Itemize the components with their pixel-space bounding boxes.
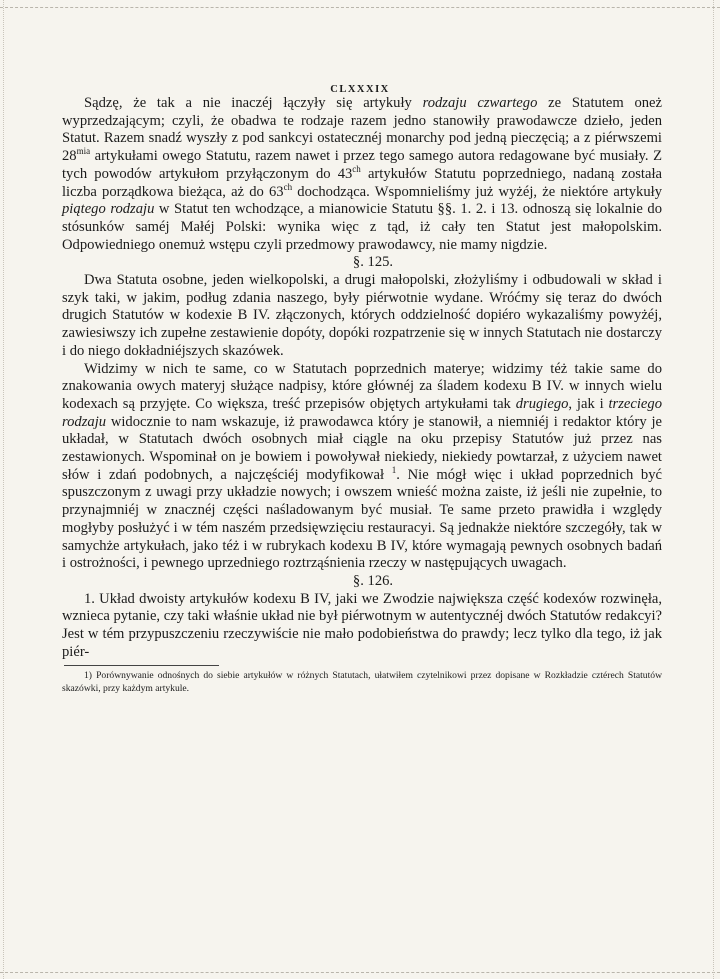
text-run: 1. Układ dwoisty artykułów kodexu B IV, jaki we Zwodzie największa część kodexów rozwinęła, wznieca pytanie, czy taki właśnie układ nie był piérwotnym w autentycznéj dwóch Statutów redakcyi? Jest w tém przypuszczeniu rzeczywiście nie mało podobieństwa do prawdy; lecz tylko dla tego, iż jak piér- <box>62 590 662 660</box>
text-run: , jak i <box>568 395 609 412</box>
scan-edge-right <box>713 0 714 979</box>
scan-edge-bottom <box>0 972 720 973</box>
superscript: 1 <box>391 464 397 475</box>
footnote-marker: 1) <box>84 669 92 681</box>
text-run: Sądzę, że tak a nie inaczéj łączyły się artykuły <box>84 95 423 111</box>
section-heading <box>62 254 662 272</box>
text-run: ze Statutem oneż wyprzedzającym; czyli, że obadwa te rodzaje razem jedno stanowiły prawodawcze dzieło, jeden Statut. Razem snadź wyszły z pod sankcyi ostatecznéj monarchy pod jedną pieczęcią; a z piérwszemi 28 <box>62 95 662 165</box>
italic-text: rodzaju czwartego <box>422 95 538 111</box>
italic-text: piątego rodzaju <box>62 201 155 218</box>
superscript: ch <box>283 181 293 192</box>
text-run: Widzimy w nich te same, co w Statutach poprzednich materye; widzimy téż takie same do znakowania owych materyj służące nadpisy, które głównéj za śladem kodexu B IV. w innych wielu kodexach są przyjęte. Co większa, treść przepisów objętych artykułami tak <box>62 360 662 412</box>
text-run: §. 125. <box>352 254 394 271</box>
paragraph <box>62 361 662 573</box>
text-run: dochodząca. Wspomnieliśmy już wyżéj, że niektóre artykuły <box>292 183 662 200</box>
superscript: ch <box>352 163 361 174</box>
superscript: mia <box>76 146 91 157</box>
scan-edge-left <box>3 0 4 979</box>
paragraph <box>62 591 662 662</box>
text-run: w Statut ten wchodzące, a mianowicie Statutu §§. 1. 2. i 13. odnoszą się lokalnie do stósunków saméj Małéj Polski: wynika więc z tąd, iż cały ten Statut jest małopolskim. Odpowiedniego onemuż wstępu czyli przedmowy prawodawcy, nie mamy nigdzie. <box>62 201 662 253</box>
text-run: . Nie mógł więc i układ poprzednich być spuszczonym z uwagi przy układzie nowych; i owszem wnieść można zaiste, iż jeśli nie zupełnie, to przynajmniéj w znacznéj części naśladowanym być musiał. Te same przeto prawidła i względy mogłyby posłużyć i w tém naszém przedsięwzięciu restauracyi. Są jednakże niektóre szczegóły, tak w samychże artykułach, jako téż i w rubrykach kodexu B IV, które wymagają pewnych osobnych badań i ostrożności, i pewnego uprzedniego roztrząśnienia rzeczy w następujących uwagach. <box>62 466 662 572</box>
text-run: §. 126. <box>352 572 394 589</box>
text-run: Dwa Statuta osobne, jeden wielkopolski, a drugi małopolski, złożyliśmy i odbudowali w skład i szyk taki, w jakim, podług zdania naszego, były piérwotnie wydane. Wróćmy się teraz do dwóch drugich Statutów w kodexie B IV. złączonych, których oddzielność dopiéro wykazaliśmy powyżéj, zawiesiwszy ich zupełne zestawienie dopóty, dopóki rozpatrzenie się w innych Statutach nie dostarczy i do niego dokładniéjszych skazówek. <box>62 272 662 359</box>
footnote <box>62 669 662 695</box>
text-run: widocznie to nam wskazuje, iż prawodawca który je stanowił, a niemniéj i redaktor który je układał, w Statutach dwóch osobnych miał ciągle na oku przepisy Statutów już przez nas zestawionych. Wspominał on je bowiem i powoływał niekiedy, niekiedy powtarzał, z użyciem nawet słów i zdań podobnych, a najczęściéj modyfikował <box>62 413 662 483</box>
italic-text: drugiego <box>515 395 569 412</box>
paragraph <box>62 95 662 254</box>
text-run: artykułami owego Statutu, razem nawet i przez tego samego autora redagowane być musiały. Z tych powodów artykułom przyłączonym do 43 <box>62 148 662 182</box>
body-text <box>62 95 662 695</box>
scan-edge-top <box>0 7 720 8</box>
section-heading <box>62 573 662 591</box>
page-number: CLXXXIX <box>330 84 390 95</box>
footnote-rule <box>64 665 219 666</box>
text-run: artykułów Statutu poprzedniego, nadaną została liczba porządkowa bieżąca, aż do 63 <box>62 165 663 200</box>
footnote-text: Porównywanie odnośnych do siebie artykułów w różnych Statutach, ułatwiłem czytelnikowi przez dopisane w Rozkładzie cztérech Statutów skazówki, przy każdym artykule. <box>62 669 662 694</box>
paragraph <box>62 272 662 361</box>
paragraphs <box>62 95 662 662</box>
italic-text: trzeciego rodzaju <box>62 395 662 430</box>
